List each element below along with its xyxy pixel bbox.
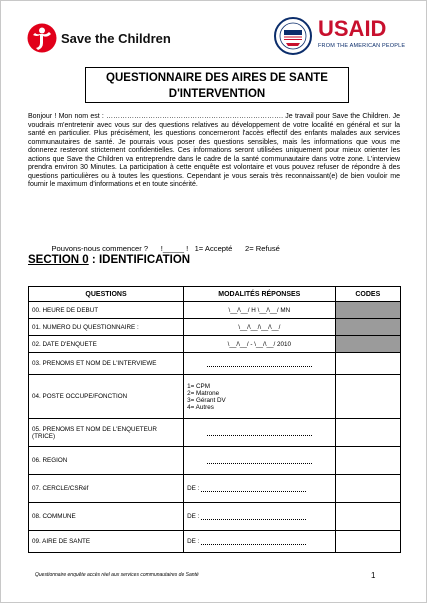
response-prefix: DE : [187, 538, 202, 545]
response-cell[interactable] [184, 531, 336, 553]
title-line-1: QUESTIONNAIRE DES AIRES DE SANTE [106, 72, 328, 84]
question-cell: 01. NUMERO DU QUESTIONNAIRE : [29, 319, 184, 336]
answer-dotted-line [201, 485, 306, 492]
code-cell [335, 302, 400, 319]
header-codes: CODES [335, 287, 400, 302]
code-cell[interactable] [335, 503, 400, 531]
usaid-wordmark: USAID [318, 16, 387, 41]
question-cell: 02. DATE D'ENQUETE [29, 336, 184, 353]
question-cell: 07. CERCLE/CSRéf [29, 475, 184, 503]
response-text: \__/\__/ - \__/\__/ 2010 [227, 340, 292, 348]
code-cell[interactable] [335, 419, 400, 447]
identification-table [28, 286, 401, 553]
table-row [29, 475, 401, 503]
table-row [29, 419, 401, 447]
answer-dotted-line [207, 360, 312, 367]
code-cell[interactable] [335, 531, 400, 553]
table-row [29, 447, 401, 475]
option-matrone: 2= Matrone [187, 389, 220, 397]
usaid-seal-icon [274, 17, 312, 55]
section-title: : IDENTIFICATION [88, 254, 191, 266]
question-cell: 08. COMMUNE [29, 503, 184, 531]
question-cell: 04. POSTE OCCUPE/FONCTION [29, 375, 184, 419]
consent-line [43, 235, 280, 262]
table-row [29, 302, 401, 319]
header-modalites: MODALITÉS RÉPONSES [184, 287, 336, 302]
option-autres: 4= Autres [187, 403, 214, 411]
questionnaire-title [85, 67, 349, 103]
question-cell: 05. PRENOMS ET NOM DE L'ENQUETEUR (TRICE) [29, 419, 184, 447]
code-cell[interactable] [335, 375, 400, 419]
response-cell[interactable] [184, 375, 336, 419]
code-cell[interactable] [335, 447, 400, 475]
save-the-children-wordmark: Save the Children [61, 30, 171, 46]
option-list [187, 383, 332, 411]
code-cell[interactable] [335, 353, 400, 375]
code-cell [335, 319, 400, 336]
response-cell[interactable] [184, 319, 336, 336]
consent-answer-field[interactable]: !_____ ! 1= Accepté 2= Refusé [160, 244, 280, 253]
save-the-children-emblem-icon [27, 23, 57, 53]
table-row [29, 319, 401, 336]
question-cell: 03. PRENOMS ET NOM DE L'INTERVIEWE [29, 353, 184, 375]
page-number: 1 [371, 571, 376, 580]
table-row [29, 336, 401, 353]
answer-dotted-line [207, 429, 312, 436]
code-cell [335, 336, 400, 353]
response-cell[interactable] [184, 503, 336, 531]
header-questions: QUESTIONS [29, 287, 184, 302]
code-cell[interactable] [335, 475, 400, 503]
consent-question: Pouvons-nous commencer ? [51, 244, 149, 253]
table-row [29, 353, 401, 375]
table-header-row [29, 287, 401, 302]
question-cell: 06. REGION [29, 447, 184, 475]
answer-dotted-line [201, 538, 306, 545]
answer-dotted-line [207, 457, 312, 464]
response-cell[interactable] [184, 353, 336, 375]
question-cell: 00. HEURE DE DEBUT [29, 302, 184, 319]
option-cpm: 1= CPM [187, 382, 210, 390]
answer-dotted-line [201, 513, 306, 520]
table-row [29, 503, 401, 531]
title-line-2: D'INTERVENTION [168, 88, 266, 100]
response-cell[interactable] [184, 447, 336, 475]
page-footer: Questionnaire enquête accès réel aux services communautaires de Santé [35, 572, 199, 578]
usaid-tagline: FROM THE AMERICAN PEOPLE [318, 43, 406, 49]
response-prefix: DE : [187, 513, 202, 520]
response-cell[interactable] [184, 336, 336, 353]
save-the-children-logo [27, 23, 171, 53]
response-text: \__/\__/\__/\__/ [238, 323, 281, 331]
option-gerant-dv: 3= Gérant DV [187, 396, 226, 404]
introduction-paragraph: Bonjour ! Mon nom est : …………………………………………………………………. Je travail pour Save the Children. Je voudrais m'entretenir avec vous sur des questions relatives au développement de votre localité en général et sur la santé en particulier. Plus précisément, les questions concerneront l'accès effectif des enfants malades aux services communautaires de santé. Je pourrais vous poser des questions sensibles, mais les informations que vous me donnerez resteront strictement confidentielles. Ces informations seront utilisées uniquement pour mieux orienter les actions que Save the Children va entreprendre dans le cadre de la santé communautaire dans votre zone. L'interview prendra environ 30 Minutes. La participation à cette enquête est volontaire et vous pouvez refuser de répondre à des questions particulières ou à toutes les questions. Cependant je vous serais très reconnaissant(e) de bien vouloir me fournir le maximum d'informations et en toute sincérité. [28, 113, 400, 188]
response-text: \__/\__/ H \__/\__/ MN [228, 306, 291, 314]
section-label: SECTION 0 [28, 254, 89, 266]
table-row [29, 375, 401, 419]
question-cell: 09. AIRE DE SANTE [29, 531, 184, 553]
response-cell[interactable] [184, 302, 336, 319]
table-row [29, 531, 401, 553]
response-prefix: DE : [187, 485, 202, 492]
response-cell[interactable] [184, 419, 336, 447]
response-cell[interactable] [184, 475, 336, 503]
